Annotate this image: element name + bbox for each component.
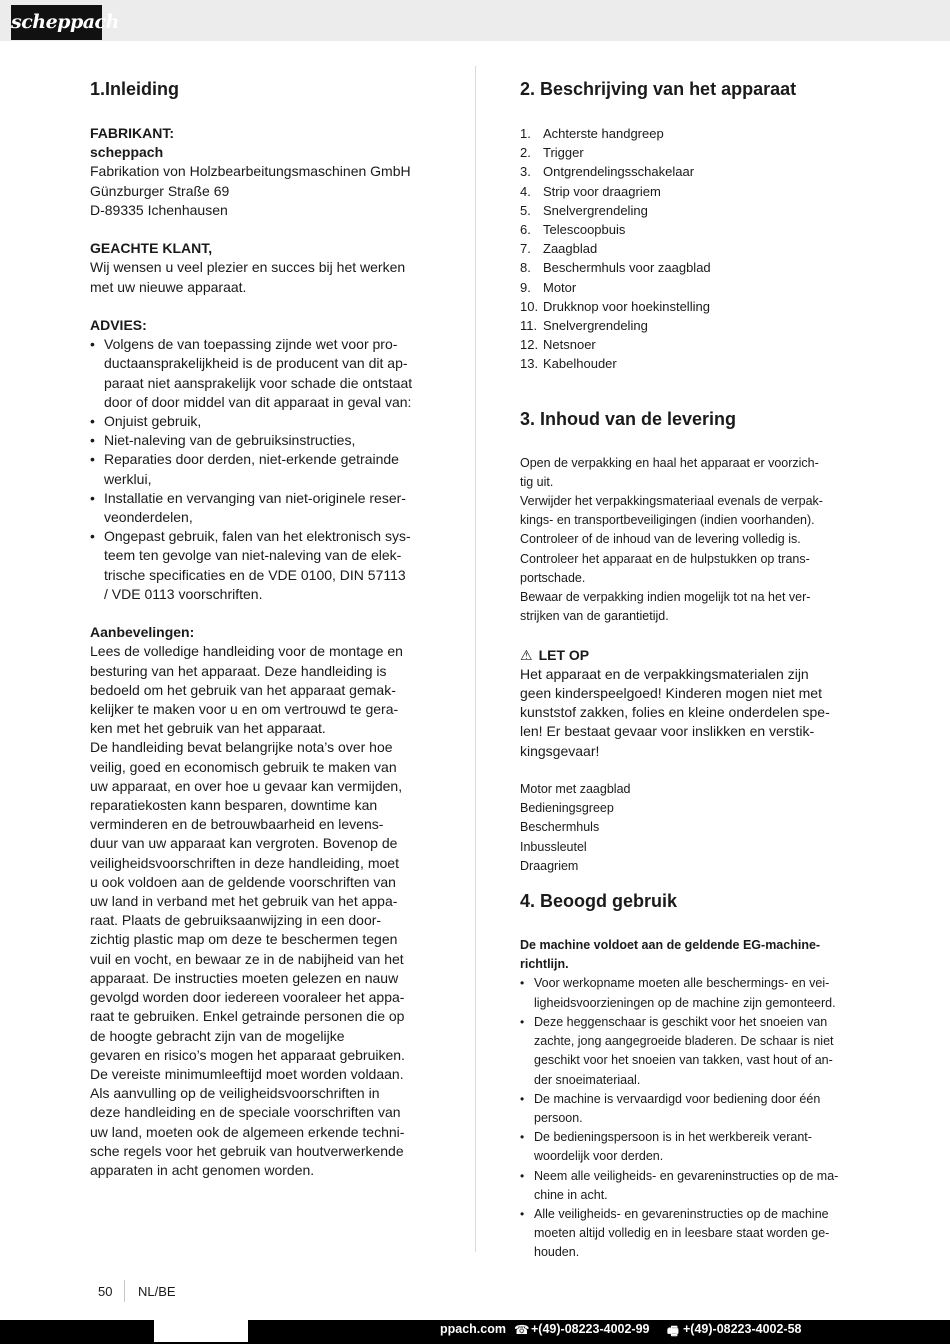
- delivery-line: kings- en transportbeveiligingen (indien voorhanden).: [520, 513, 815, 528]
- advies-item-text: ductaansprakelijkheid is de producent van dit ap-: [104, 355, 408, 372]
- bullet-icon: [520, 1224, 534, 1243]
- parts-list-label: Strip voor draagriem: [543, 183, 661, 199]
- bullet-icon: [90, 393, 104, 412]
- bullet-icon: •: [520, 1130, 525, 1145]
- aanbevelingen-line: kelijker te maken voor u en om vertrouwd te gera-: [90, 701, 399, 718]
- parts-list-item: [520, 182, 862, 201]
- advies-item-text: Volgens de van toepassing zijnde wet voor pro-: [104, 336, 398, 353]
- aanbevelingen-line: Als aanvulling op de veiligheidsvoorschriften in: [90, 1085, 380, 1102]
- intended-use-item-text: Neem alle veiligheids- en gevareninstructies op de ma-: [534, 1168, 839, 1183]
- advies-item-text: / VDE 0113 voorschriften.: [104, 585, 263, 602]
- page-number: 50: [98, 1284, 113, 1299]
- intended-use-item-line: [520, 974, 862, 993]
- klant-label: GEACHTE KLANT,: [90, 240, 213, 257]
- advies-item-line: [90, 527, 432, 546]
- intended-use-item-line: [520, 1051, 862, 1070]
- parts-list-label: Beschermhuls voor zaagblad: [543, 260, 711, 276]
- let-op-text: [520, 665, 862, 761]
- aanbevelingen-line: Lees de volledige handleiding voor de montage en: [90, 643, 403, 660]
- advies-item-line: [90, 585, 432, 604]
- fabrikant-label: FABRIKANT:: [90, 125, 174, 141]
- bullet-icon: •: [90, 413, 95, 430]
- advies-item-line: [90, 546, 432, 565]
- parts-list-item: [520, 143, 862, 162]
- aanbevelingen-line: u ook voldoen aan de geldende voorschriften van: [90, 873, 396, 890]
- bullet-icon: [520, 994, 534, 1013]
- bullet-icon: [520, 1147, 534, 1166]
- parts-list-item: [520, 335, 862, 354]
- intended-use-statement: [520, 936, 862, 974]
- parts-list-number: 9.: [520, 279, 531, 295]
- intended-use-item-line: [520, 1128, 862, 1147]
- parts-list-item: [520, 278, 862, 297]
- advies-item-line: [90, 431, 432, 450]
- delivery-line: Controleer het apparaat en de hulpstukken op trans-: [520, 551, 810, 566]
- intended-use-statement-line: De machine voldoet aan de geldende EG-machine-: [520, 938, 821, 953]
- intended-use-item-line: [520, 1090, 862, 1109]
- aanbevelingen-line: raat. Plaats de gebruiksaanwijzing in een door-: [90, 912, 382, 929]
- section-3-title: 3. Inhoud van de levering: [520, 408, 737, 429]
- warning-icon: ⚠: [520, 646, 533, 663]
- bullet-icon: [520, 1186, 534, 1205]
- parts-list-label: Drukknop voor hoekinstelling: [543, 298, 710, 314]
- intended-use-item-text: der snoeimateriaal.: [534, 1072, 641, 1087]
- delivery-line: Controleer of de inhoud van de levering volledig is.: [520, 532, 801, 547]
- advies-item-line: [90, 450, 432, 469]
- bullet-icon: [520, 1243, 534, 1262]
- parts-list-number: 13.: [520, 356, 539, 372]
- delivery-contents-list: [520, 780, 862, 876]
- intended-use-item-line: [520, 1109, 862, 1128]
- intended-use-statement-line: richtlijn.: [520, 957, 569, 972]
- let-op-line: geen kinderspeelgoed! Kinderen mogen niet met: [520, 685, 822, 702]
- aanbevelingen-line: uw apparaat, en over hoe u gevaar kan vermijden,: [90, 777, 403, 794]
- intended-use-item-line: [520, 1013, 862, 1032]
- bullet-icon: •: [90, 432, 95, 449]
- delivery-line: Verwijder het verpakkingsmateriaal evenals de verpak-: [520, 494, 823, 509]
- aanbevelingen-line: veilig, goed en economisch gebruik te maken van: [90, 758, 397, 775]
- bullet-icon: [90, 354, 104, 373]
- let-op-line: kunststof zakken, folies en kleine onderdelen spe-: [520, 704, 830, 721]
- intended-use-item-line: [520, 1071, 862, 1090]
- advies-list: [90, 335, 432, 604]
- aanbevelingen-line: reparatiekosten kann besparen, downtime kan: [90, 797, 378, 814]
- intended-use-item-line: [520, 1186, 862, 1205]
- parts-list-item: [520, 201, 862, 220]
- parts-list-label: Ontgrendelingsschakelaar: [543, 164, 695, 180]
- phone-number: +(49)-08223-4002-99: [531, 1322, 650, 1336]
- left-column: [90, 74, 432, 1180]
- advies-item-text: Onjuist gebruik,: [104, 413, 202, 430]
- intended-use-item-text: persoon.: [534, 1110, 583, 1125]
- bullet-icon: •: [520, 976, 525, 991]
- parts-list-number: 12.: [520, 337, 539, 353]
- delivery-content-item: Draagriem: [520, 858, 579, 873]
- aanbevelingen-line: apparaat. De instructies moeten gelezen en nauw: [90, 969, 399, 986]
- contact-bar-blank: [154, 1320, 248, 1342]
- manufacturer-line: Fabrikation von Holzbearbeitungsmaschinen GmbH: [90, 163, 411, 180]
- intended-use-item-text: ligheidsvoorzieningen op de machine zijn gemonteerd.: [534, 995, 836, 1010]
- parts-list-item: [520, 162, 862, 181]
- bullet-icon: •: [520, 1091, 525, 1106]
- bullet-icon: [90, 546, 104, 565]
- intended-use-item-line: [520, 1032, 862, 1051]
- section-1-title: 1.Inleiding: [90, 79, 180, 99]
- bullet-icon: [90, 585, 104, 604]
- advies-item-text: teem ten gevolge van niet-naleving van de elek-: [104, 547, 402, 564]
- bullet-icon: [90, 566, 104, 585]
- language-code: NL/BE: [138, 1284, 176, 1299]
- let-op-line: kingsgevaar!: [520, 742, 600, 759]
- aanbevelingen-line: besturing van het apparaat. Deze handleiding is: [90, 662, 387, 679]
- parts-list-number: 1.: [520, 126, 531, 141]
- aanbevelingen-line: duur van uw apparaat kan vergroten. Bovenop de: [90, 835, 398, 852]
- parts-list-number: 2.: [520, 145, 531, 161]
- intended-use-item-text: Alle veiligheids- en gevareninstructies op de machine: [534, 1206, 829, 1221]
- bullet-icon: [520, 1109, 534, 1128]
- advies-item-text: Reparaties door derden, niet-erkende getrainde: [104, 451, 399, 468]
- advies-item-line: [90, 566, 432, 585]
- klant-line: Wij wensen u veel plezier en succes bij het werken: [90, 259, 406, 276]
- intended-use-item-line: [520, 1205, 862, 1224]
- delivery-line: tig uit.: [520, 474, 554, 489]
- bullet-icon: •: [520, 1014, 525, 1029]
- intended-use-item-text: moeten altijd volledig en in leesbare staat worden ge-: [534, 1226, 830, 1241]
- bullet-icon: •: [90, 489, 95, 506]
- column-divider: [475, 66, 476, 1252]
- parts-list-number: 5.: [520, 202, 531, 218]
- advies-item-line: [90, 489, 432, 508]
- intended-use-item-line: [520, 1147, 862, 1166]
- delivery-content-item: Beschermhuls: [520, 820, 600, 835]
- advies-item-text: Niet-naleving van de gebruiksinstructies,: [104, 432, 356, 449]
- let-op-heading: [520, 646, 862, 665]
- delivery-content-item: Inbussleutel: [520, 839, 587, 854]
- parts-list-item: [520, 354, 862, 373]
- advies-item-line: [90, 374, 432, 393]
- parts-list-label: Telescoopbuis: [543, 222, 626, 238]
- intended-use-item-text: zachte, jong aangegroeide bladeren. De schaar is niet: [534, 1034, 834, 1049]
- advies-item-text: door of door middel van dit apparaat in geval van:: [104, 393, 412, 410]
- parts-list-item: [520, 258, 862, 277]
- bullet-icon: [520, 1071, 534, 1090]
- aanbevelingen-line: de hoogte gebracht zijn van de mogelijke: [90, 1027, 345, 1044]
- bullet-icon: •: [90, 528, 95, 545]
- aanbevelingen-line: De handleiding bevat belangrijke nota’s over hoe: [90, 739, 393, 756]
- delivery-line: strijken van de garantietijd.: [520, 609, 669, 624]
- parts-list-number: 8.: [520, 260, 531, 276]
- bullet-icon: [90, 374, 104, 393]
- right-column: [520, 74, 862, 1263]
- parts-list-item: [520, 239, 862, 258]
- aanbevelingen-line: gevaren en risico’s mogen het apparaat gebruiken.: [90, 1046, 405, 1063]
- parts-list-label: Kabelhouder: [543, 356, 617, 372]
- aanbevelingen-line: raat te gebruiken. Enkel getrainde personen die op: [90, 1008, 405, 1025]
- aanbevelingen-line: deze handleiding en de speciale voorschriften van: [90, 1104, 401, 1121]
- aanbevelingen-line: vuil en vocht, en bewaar ze in de nabijheid van het: [90, 950, 404, 967]
- bullet-icon: •: [90, 336, 95, 353]
- intended-use-list: [520, 974, 862, 1262]
- intended-use-item-line: [520, 1243, 862, 1262]
- aanbevelingen-line: uw land, moeten ook de algemeen erkende techni-: [90, 1123, 405, 1140]
- parts-list: [520, 124, 862, 374]
- intended-use-item-line: [520, 1167, 862, 1186]
- delivery-content-item: Bedieningsgreep: [520, 801, 614, 816]
- aanbevelingen-label: Aanbevelingen:: [90, 624, 195, 641]
- manufacturer-line: D-89335 Ichenhausen: [90, 201, 228, 218]
- bullet-icon: •: [90, 451, 95, 468]
- bullet-icon: [520, 1032, 534, 1051]
- parts-list-item: [520, 316, 862, 335]
- advies-item-line: [90, 335, 432, 354]
- bullet-icon: [520, 1051, 534, 1070]
- intended-use-item-text: chine in acht.: [534, 1187, 608, 1202]
- parts-list-label: Snelvergrendeling: [543, 318, 648, 334]
- parts-list-number: 4.: [520, 183, 531, 199]
- parts-list-label: Achterste handgreep: [543, 126, 664, 141]
- aanbevelingen-line: De vereiste minimumleeftijd moet worden voldaan.: [90, 1065, 404, 1082]
- delivery-line: Bewaar de verpakking indien mogelijk tot na het ver-: [520, 590, 811, 605]
- intended-use-item-line: [520, 1224, 862, 1243]
- advies-item-line: [90, 354, 432, 373]
- aanbevelingen-line: verminderen en de betrouwbaarheid en levens-: [90, 816, 384, 833]
- parts-list-item: [520, 124, 862, 143]
- let-op-line: len! Er bestaat gevaar voor inslikken en verstik-: [520, 723, 815, 740]
- aanbevelingen-line: veiligheidsvoorschriften in deze handleiding, moet: [90, 854, 399, 871]
- parts-list-number: 10.: [520, 298, 539, 314]
- intended-use-item-text: Deze heggenschaar is geschikt voor het snoeien van: [534, 1014, 828, 1029]
- advies-item-text: Ongepast gebruik, falen van het elektronisch sys-: [104, 528, 411, 545]
- parts-list-label: Motor: [543, 279, 577, 295]
- aanbevelingen-line: gevolgd worden door iedereen vooraleer het appa-: [90, 989, 405, 1006]
- let-op-label: LET OP: [538, 646, 590, 663]
- intended-use-item-text: Voor werkopname moeten alle beschermings- en vei-: [534, 976, 830, 991]
- parts-list-number: 3.: [520, 164, 531, 180]
- aanbevelingen-line: uw land in verband met het gebruik van het appa-: [90, 893, 398, 910]
- advies-item-text: veonderdelen,: [104, 509, 193, 526]
- delivery-content-item: Motor met zaagblad: [520, 782, 631, 797]
- intended-use-item-text: geschikt voor het snoeien van takken, vast hout of an-: [534, 1053, 833, 1068]
- parts-list-label: Zaagblad: [543, 241, 598, 257]
- bullet-icon: [90, 508, 104, 527]
- advies-item-text: Installatie en vervanging van niet-originele reser-: [104, 489, 406, 506]
- advies-label: ADVIES:: [90, 317, 147, 333]
- parts-list-label: Netsnoer: [543, 337, 596, 353]
- parts-list-label: Trigger: [543, 145, 584, 161]
- advies-item-line: [90, 470, 432, 489]
- let-op-line: Het apparaat en de verpakkingsmaterialen zijn: [520, 665, 809, 682]
- page-number-separator: [124, 1280, 125, 1302]
- intended-use-item-text: De machine is vervaardigd voor bediening door één: [534, 1091, 821, 1106]
- parts-list-number: 6.: [520, 222, 531, 238]
- intended-use-item-text: woordelijk voor derden.: [534, 1149, 664, 1164]
- delivery-text: [520, 454, 862, 627]
- intended-use-item-line: [520, 994, 862, 1013]
- aanbevelingen-line: apparaten in acht genomen worden.: [90, 1161, 315, 1178]
- aanbevelingen-line: zichtig plastic map om deze te beschermen tegen: [90, 931, 398, 948]
- intended-use-item-text: houden.: [534, 1245, 580, 1260]
- bullet-icon: •: [520, 1168, 525, 1183]
- fax-icon: 🖷: [667, 1324, 679, 1338]
- parts-list-number: 11.: [520, 318, 538, 334]
- website-text: ppach.com: [440, 1322, 506, 1336]
- manufacturer-name: scheppach: [90, 144, 164, 161]
- bullet-icon: [90, 470, 104, 489]
- aanbevelingen-line: ken met het gebruik van het apparaat.: [90, 720, 326, 737]
- section-4-title: 4. Beoogd gebruik: [520, 891, 678, 912]
- delivery-line: portschade.: [520, 570, 586, 585]
- bullet-icon: •: [520, 1206, 525, 1221]
- advies-item-line: [90, 393, 432, 412]
- parts-list-item: [520, 297, 862, 316]
- intended-use-item-text: De bedieningspersoon is in het werkbereik verant-: [534, 1130, 812, 1145]
- delivery-line: Open de verpakking en haal het apparaat er voorzich-: [520, 455, 819, 470]
- aanbevelingen-line: sche regels voor het gebruik van houtverwerkende: [90, 1142, 404, 1159]
- manufacturer-line: Günzburger Straße 69: [90, 182, 230, 199]
- parts-list-label: Snelvergrendeling: [543, 202, 648, 218]
- header-bar: [0, 0, 950, 41]
- phone-icon: ☎: [514, 1323, 530, 1337]
- aanbevelingen-text: [90, 642, 432, 1180]
- aanbevelingen-line: bedoeld om het gebruik van het apparaat gemak-: [90, 681, 396, 698]
- advies-item-text: trische specificaties en de VDE 0100, DIN 57113: [104, 566, 406, 583]
- section-2-title: 2. Beschrijving van het apparaat: [520, 79, 797, 99]
- scheppach-logo: scheppach: [11, 5, 102, 40]
- advies-item-text: werklui,: [104, 470, 152, 487]
- parts-list-item: [520, 220, 862, 239]
- parts-list-number: 7.: [520, 241, 531, 257]
- advies-item-text: paraat niet aansprakelijk voor schade die ontstaat: [104, 374, 413, 391]
- klant-line: met uw nieuwe apparaat.: [90, 278, 247, 295]
- advies-item-line: [90, 412, 432, 431]
- fax-number: +(49)-08223-4002-58: [683, 1322, 802, 1336]
- advies-item-line: [90, 508, 432, 527]
